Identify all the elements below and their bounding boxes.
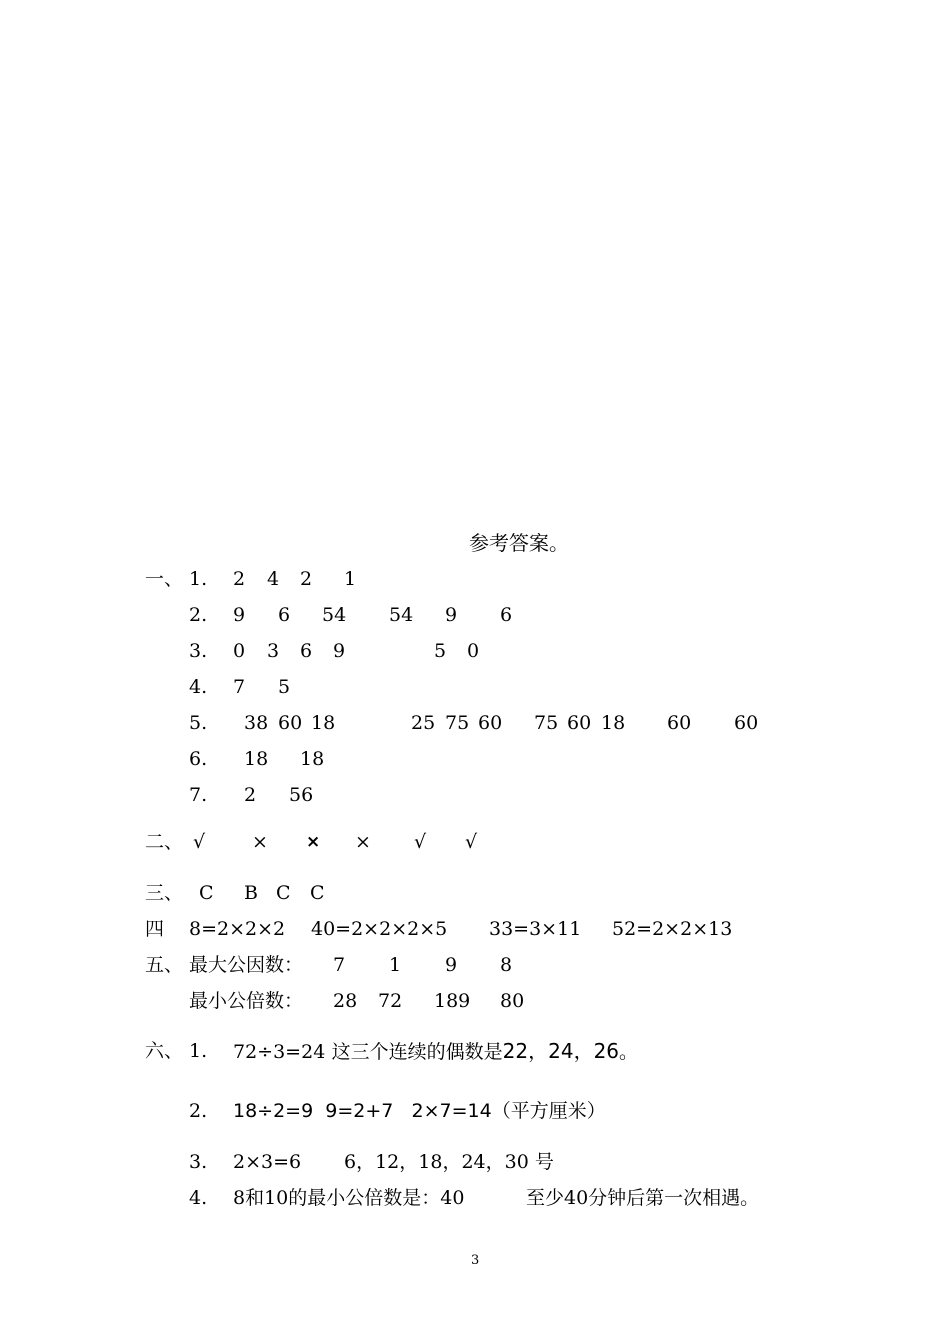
answer-value: 54 xyxy=(389,604,414,626)
gcd-value: 1 xyxy=(389,954,402,976)
item-number: 4. xyxy=(189,1187,208,1209)
solution-expression xyxy=(233,1099,606,1123)
expression: 72÷3=24 xyxy=(233,1041,326,1063)
choice-answer: C xyxy=(199,882,214,904)
answer-value: 54 xyxy=(322,604,347,626)
solution-end: 。 xyxy=(619,1041,639,1063)
answer-value: 60 xyxy=(478,712,503,734)
answer-value: 9 xyxy=(333,640,346,662)
solution-expression xyxy=(233,1039,638,1064)
answer-value: 2 xyxy=(300,568,313,590)
gcd-value: 7 xyxy=(333,954,346,976)
choice-answer: B xyxy=(244,882,258,904)
answer-value: 9 xyxy=(233,604,246,626)
solution-values: 22，24，26 xyxy=(502,1039,620,1063)
item-number: 3. xyxy=(189,640,208,662)
factorization: 52=2×2×13 xyxy=(612,918,733,940)
section-1-label: 一、 xyxy=(145,568,184,590)
answer-value: 60 xyxy=(567,712,592,734)
item-number: 1. xyxy=(189,568,208,590)
page-title: 参考答案。 xyxy=(469,531,569,555)
section-5-label: 五、 xyxy=(145,954,184,976)
cross-mark: × xyxy=(252,831,268,853)
item-number: 3. xyxy=(189,1151,208,1173)
lcm-value: 72 xyxy=(378,990,403,1012)
answer-value: 0 xyxy=(233,640,246,662)
item-number: 1. xyxy=(189,1040,208,1062)
answer-value: 18 xyxy=(300,748,325,770)
answer-value: 60 xyxy=(734,712,759,734)
answer-value: 56 xyxy=(289,784,314,806)
item-number: 6. xyxy=(189,748,208,770)
solution-values: 6，12，18，24，30 xyxy=(344,1151,529,1173)
lcm-value: 28 xyxy=(333,990,358,1012)
section-4-label: 四 xyxy=(145,918,165,940)
answer-value: 4 xyxy=(267,568,280,590)
item-number: 2. xyxy=(189,1100,208,1122)
section-3-label: 三、 xyxy=(145,882,184,904)
factorization: 8=2×2×2 xyxy=(189,918,286,940)
answer-value: 5 xyxy=(434,640,447,662)
item-number: 5. xyxy=(189,712,208,734)
check-mark: √ xyxy=(193,831,206,853)
answer-value: 2 xyxy=(233,568,246,590)
answer-value: 3 xyxy=(267,640,280,662)
unit-text: （平方厘米） xyxy=(491,1100,606,1122)
answer-value: 7 xyxy=(233,676,246,698)
section-2-label: 二、 xyxy=(145,831,184,853)
expression: 18÷2=9 9=2+7 2×7=14 xyxy=(233,1100,492,1122)
lcm-value: 189 xyxy=(434,990,471,1012)
answer-value: 60 xyxy=(278,712,303,734)
solution-text: 这三个连续的偶数是 xyxy=(331,1041,503,1063)
solution-expression xyxy=(344,1150,554,1174)
cross-mark: × xyxy=(306,832,321,852)
expression: 2×3=6 xyxy=(233,1151,302,1173)
answer-value: 18 xyxy=(244,748,269,770)
answer-value: 75 xyxy=(534,712,559,734)
solution-text: 8和10的最小公倍数是：40 xyxy=(233,1187,465,1209)
answer-value: 38 xyxy=(244,712,269,734)
answer-value: 5 xyxy=(278,676,291,698)
answer-value: 6 xyxy=(278,604,291,626)
section-6-label: 六、 xyxy=(145,1040,184,1062)
answer-value: 6 xyxy=(300,640,313,662)
answer-value: 1 xyxy=(344,568,357,590)
factorization: 33=3×11 xyxy=(489,918,582,940)
answer-value: 0 xyxy=(467,640,480,662)
check-mark: √ xyxy=(414,831,427,853)
answer-value: 18 xyxy=(601,712,626,734)
solution-text: 至少40分钟后第一次相遇。 xyxy=(526,1187,760,1209)
item-number: 2. xyxy=(189,604,208,626)
answer-value: 9 xyxy=(445,604,458,626)
check-mark: √ xyxy=(465,831,478,853)
lcm-label: 最小公倍数： xyxy=(189,990,304,1012)
choice-answer: C xyxy=(276,882,291,904)
answer-value: 18 xyxy=(311,712,336,734)
answer-value: 60 xyxy=(667,712,692,734)
item-number: 4. xyxy=(189,676,208,698)
gcd-value: 9 xyxy=(445,954,458,976)
gcd-label: 最大公因数： xyxy=(189,954,304,976)
answer-value: 25 xyxy=(411,712,436,734)
answer-value: 2 xyxy=(244,784,257,806)
cross-mark: × xyxy=(355,831,371,853)
answer-value: 6 xyxy=(500,604,513,626)
gcd-value: 8 xyxy=(500,954,513,976)
factorization: 40=2×2×2×5 xyxy=(311,918,448,940)
page-number: 3 xyxy=(471,1253,480,1268)
choice-answer: C xyxy=(310,882,325,904)
answer-value: 75 xyxy=(445,712,470,734)
lcm-value: 80 xyxy=(500,990,525,1012)
solution-text: 号 xyxy=(534,1151,554,1173)
item-number: 7. xyxy=(189,784,208,806)
